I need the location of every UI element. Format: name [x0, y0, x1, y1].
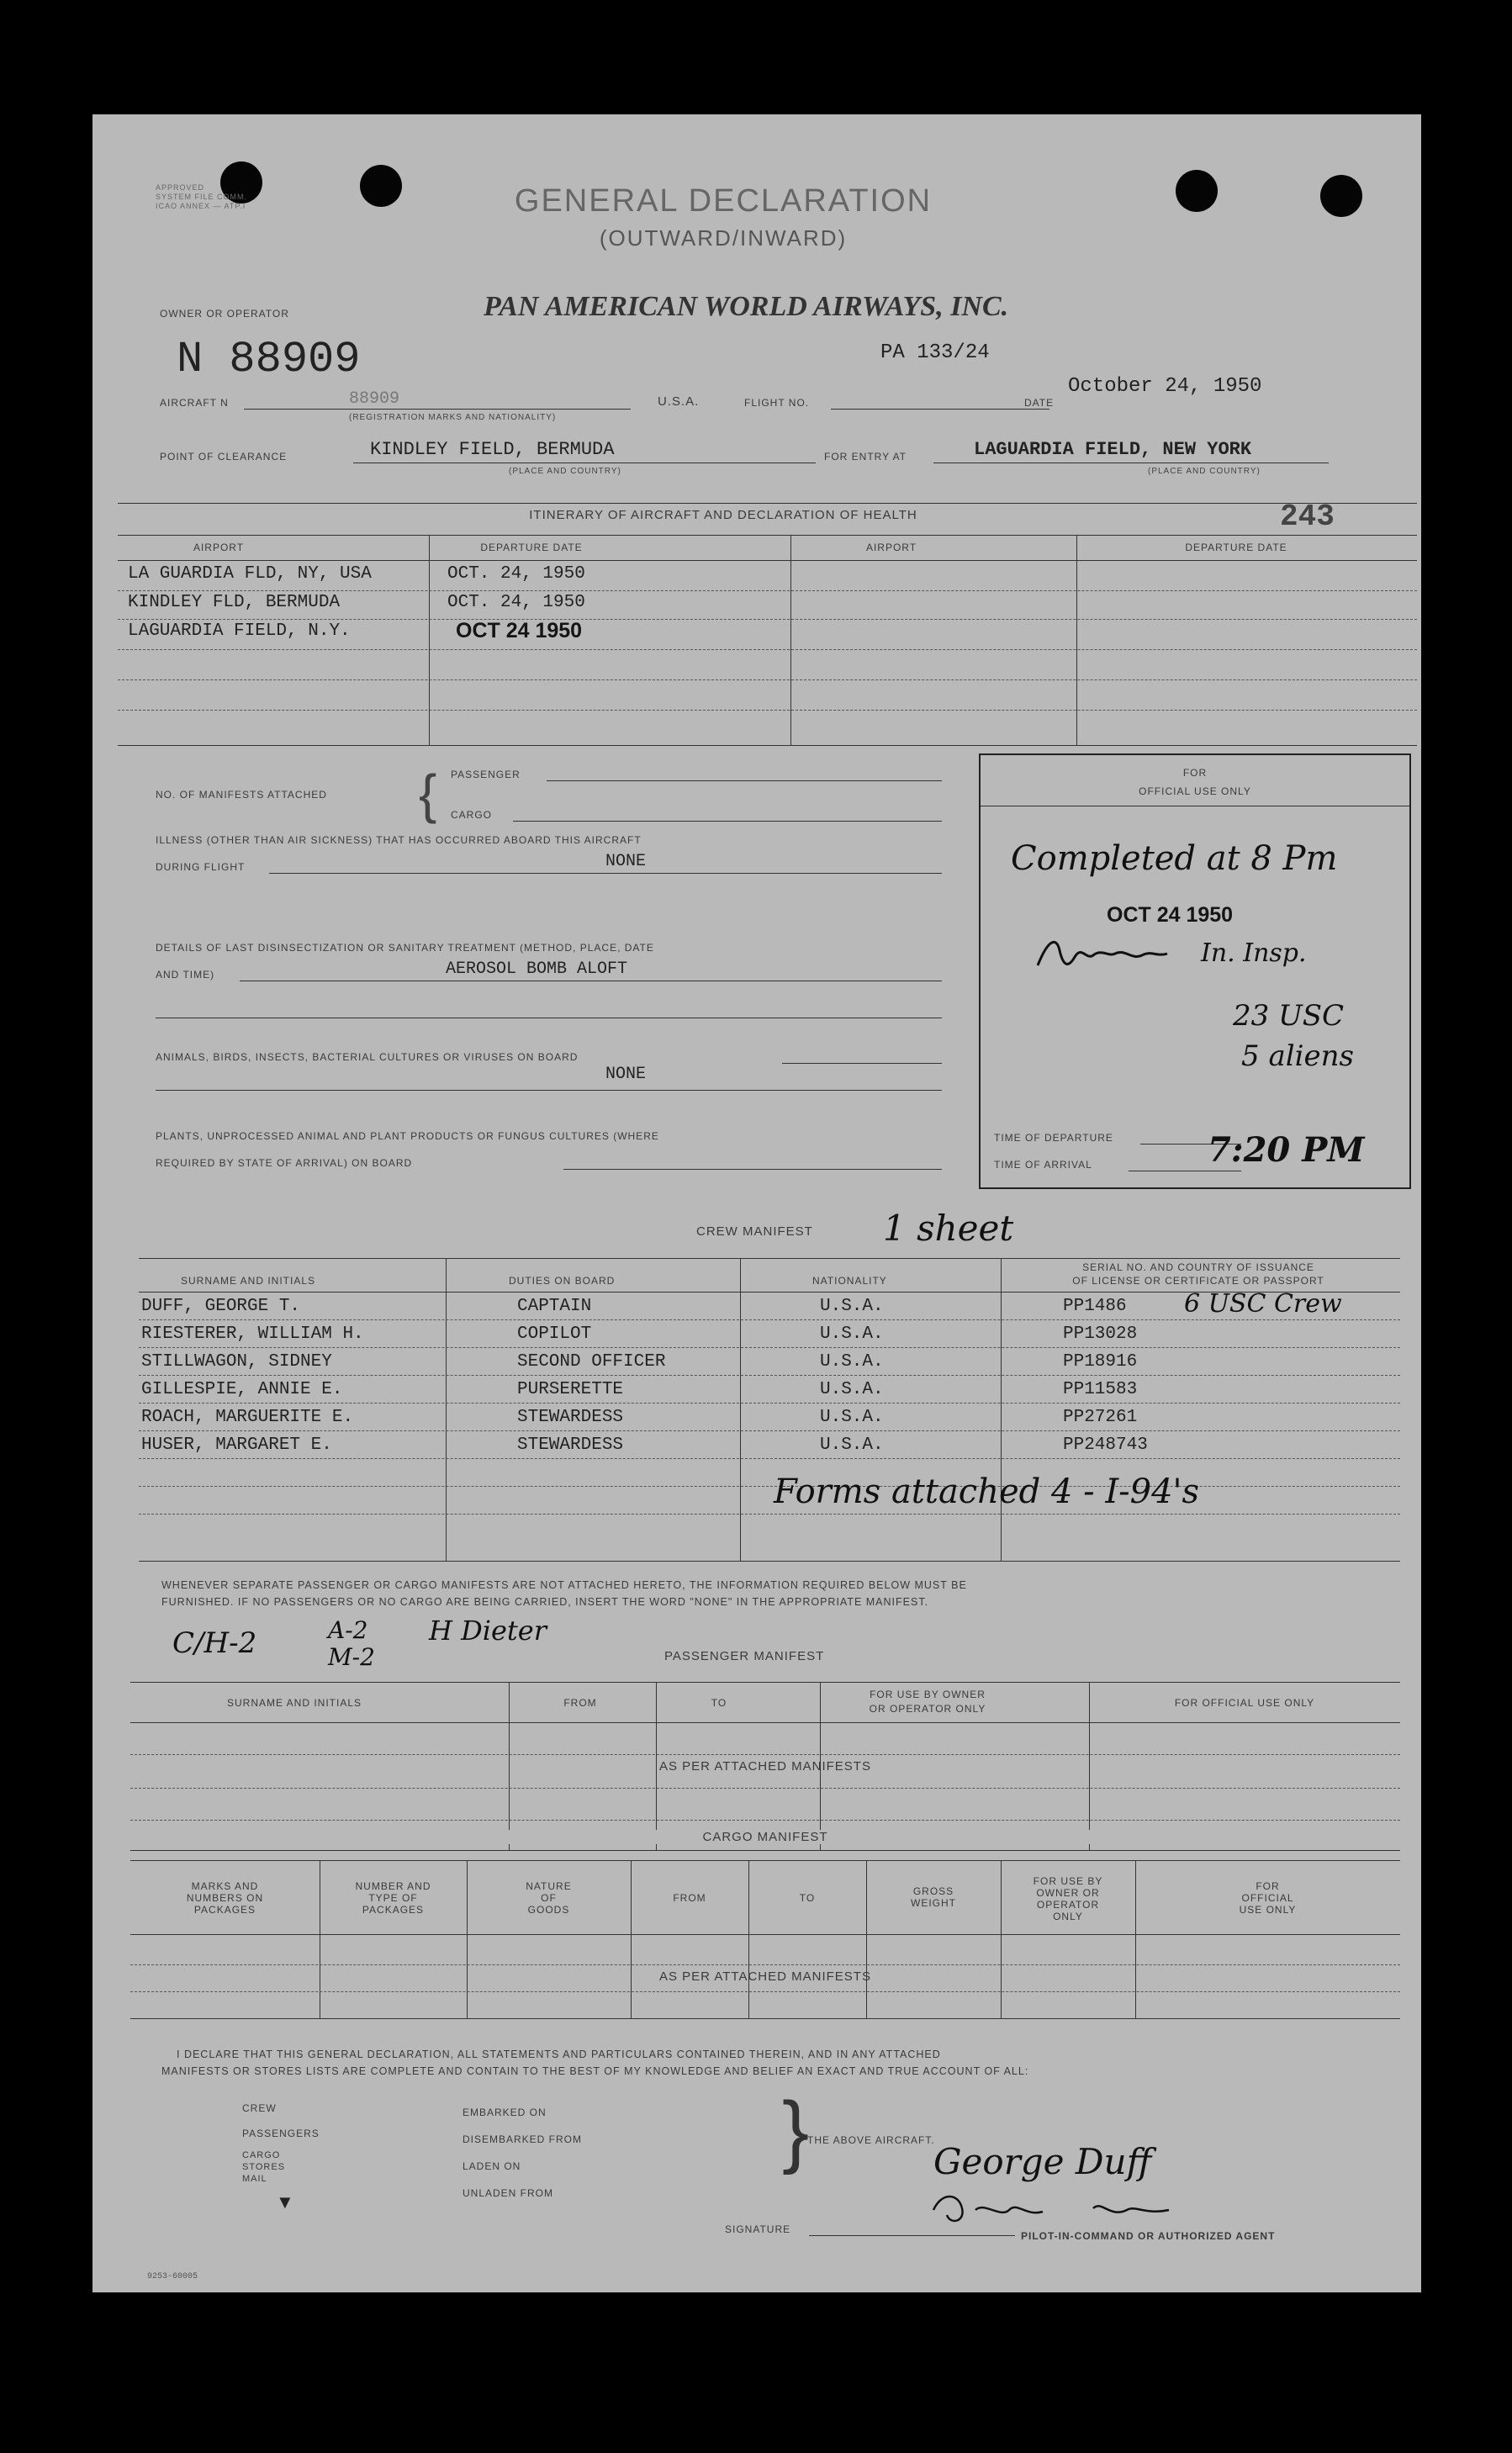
- cargo-col-owner: FOR USE BY OWNER OR OPERATOR ONLY: [1033, 1875, 1103, 1922]
- above-aircraft: THE ABOVE AIRCRAFT.: [807, 2134, 935, 2146]
- itinerary-date: OCT 24 1950: [456, 619, 583, 642]
- cargo-col-number: NUMBER AND TYPE OF PACKAGES: [355, 1880, 431, 1916]
- cargo-col-from: FROM: [673, 1892, 706, 1904]
- passenger-col-official: FOR OFFICIAL USE ONLY: [1174, 1697, 1315, 1709]
- passenger-count-label: PASSENGER: [451, 769, 521, 780]
- crew-name: RIESTERER, WILLIAM H.: [141, 1324, 364, 1344]
- arrival-time-label: TIME OF ARRIVAL: [994, 1159, 1092, 1171]
- usc-note: 23 USC: [1233, 999, 1345, 1033]
- official-title: FOR: [1182, 767, 1208, 779]
- crew-duty: PURSERETTE: [517, 1380, 624, 1399]
- crew-col-serial: SERIAL NO. AND COUNTRY OF ISSUANCE: [1082, 1261, 1314, 1273]
- pilot-label: PILOT-IN-COMMAND OR AUTHORIZED AGENT: [1021, 2230, 1276, 2242]
- official-stamp-date: OCT 24 1950: [1107, 903, 1234, 927]
- signature-label: SIGNATURE: [725, 2223, 791, 2235]
- crew-duty: COPILOT: [517, 1324, 592, 1344]
- notice-line-1: WHENEVER SEPARATE PASSENGER OR CARGO MANIFESTS ARE NOT ATTACHED HERETO, THE INFORMATION REQUIRED BELOW MUST BE: [161, 1579, 967, 1591]
- flight-date: October 24, 1950: [1068, 375, 1262, 398]
- col-airport-1: AIRPORT: [193, 542, 245, 553]
- brace-icon: {: [419, 764, 437, 824]
- col-date-1: DEPARTURE DATE: [480, 542, 583, 553]
- crew-title: CREW MANIFEST: [696, 1224, 813, 1239]
- passenger-hand-note: M-2: [328, 1643, 375, 1671]
- declaration-left-items-2: CARGO STORES MAIL: [242, 2150, 286, 2184]
- itinerary-airport: KINDLEY FLD, BERMUDA: [128, 593, 341, 612]
- crew-name: GILLESPIE, ANNIE E.: [141, 1380, 343, 1399]
- passenger-title: PASSENGER MANIFEST: [664, 1649, 825, 1663]
- passenger-hand-note: H Dieter: [429, 1615, 547, 1647]
- itinerary-airport: LA GUARDIA FLD, NY, USA: [128, 564, 372, 584]
- form-title: GENERAL DECLARATION: [514, 183, 933, 219]
- aircraft-label: AIRCRAFT N: [160, 397, 229, 409]
- crew-duty: STEWARDESS: [517, 1435, 624, 1455]
- date-label: DATE: [1024, 397, 1055, 409]
- itinerary-title: ITINERARY OF AIRCRAFT AND DECLARATION OF HEALTH: [529, 508, 917, 522]
- crew-col-name: SURNAME AND INITIALS: [181, 1275, 316, 1287]
- disinsect-label: DETAILS OF LAST DISINSECTIZATION OR SANITARY TREATMENT (METHOD, PLACE, DATE: [156, 942, 654, 954]
- cargo-col-marks: MARKS AND NUMBERS ON PACKAGES: [186, 1880, 264, 1916]
- crew-col-duty: DUTIES ON BOARD: [509, 1275, 616, 1287]
- declaration-right-items: EMBARKED ON DISEMBARKED FROM LADEN ON UNLADEN FROM: [463, 2107, 583, 2199]
- declaration-left-items: CREW PASSENGERS: [242, 2102, 320, 2139]
- crew-duty: CAPTAIN: [517, 1297, 592, 1316]
- aircraft-number-stamp: N 88909: [177, 335, 361, 384]
- crew-serial: PP13028: [1063, 1324, 1138, 1344]
- col-airport-2: AIRPORT: [865, 542, 917, 553]
- crew-nationality: U.S.A.: [820, 1352, 884, 1372]
- punch-hole: [360, 165, 402, 207]
- illness-label: ILLNESS (OTHER THAN AIR SICKNESS) THAT HAS OCCURRED ABOARD THIS AIRCRAFT: [156, 834, 642, 846]
- declaration-line-2: MANIFESTS OR STORES LISTS ARE COMPLETE AND CONTAIN TO THE BEST OF MY KNOWLEDGE AND BELIEF AN EXACT AND TRUE ACCOUNT OF ALL:: [161, 2065, 1029, 2077]
- cargo-col-to: TO: [799, 1892, 816, 1904]
- animals-value: NONE: [605, 1065, 647, 1084]
- inspector-signature: [1031, 932, 1174, 982]
- cargo-col-weight: GROSS WEIGHT: [911, 1885, 956, 1909]
- cargo-title: CARGO MANIFEST: [429, 1830, 1102, 1844]
- crew-serial: PP18916: [1063, 1352, 1138, 1372]
- passenger-col-owner-2: OR OPERATOR ONLY: [869, 1703, 986, 1715]
- form-subtitle: (OUTWARD/INWARD): [599, 225, 848, 251]
- inspector-title: In. Insp.: [1201, 938, 1307, 968]
- passenger-col-to: TO: [711, 1697, 727, 1709]
- entry-caption: (PLACE AND COUNTRY): [1148, 467, 1261, 476]
- itinerary-date: OCT. 24, 1950: [447, 593, 585, 612]
- signature-second: [925, 2185, 1186, 2235]
- crew-nationality: U.S.A.: [820, 1380, 884, 1399]
- crew-duty: STEWARDESS: [517, 1408, 624, 1427]
- punch-hole: [1176, 170, 1218, 212]
- clearance-label: POINT OF CLEARANCE: [160, 451, 288, 463]
- notice-line-2: FURNISHED. IF NO PASSENGERS OR NO CARGO ARE BEING CARRIED, INSERT THE WORD "NONE" IN THE APPROPRIATE MANIFEST.: [161, 1596, 929, 1608]
- corner-note: APPROVED SYSTEM FILE COMM. ICAO ANNEX — ATP.I: [156, 183, 248, 210]
- crew-nationality: U.S.A.: [820, 1297, 884, 1316]
- crew-name: STILLWAGON, SIDNEY: [141, 1352, 332, 1372]
- itinerary-date: OCT. 24, 1950: [447, 564, 585, 584]
- itinerary-number: 243: [1280, 500, 1335, 534]
- animals-label: ANIMALS, BIRDS, INSECTS, BACTERIAL CULTURES OR VIRUSES ON BOARD: [156, 1051, 579, 1063]
- cargo-col-official: FOR OFFICIAL USE ONLY: [1239, 1880, 1297, 1916]
- crew-duty: SECOND OFFICER: [517, 1352, 666, 1372]
- crew-nationality: U.S.A.: [820, 1435, 884, 1455]
- crew-serial: PP248743: [1063, 1435, 1148, 1455]
- footer-code: 9253-60005: [147, 2272, 198, 2281]
- official-use-box: [979, 753, 1411, 1189]
- crew-usc-note: 6 USC Crew: [1184, 1289, 1342, 1319]
- official-title-2: OFFICIAL USE ONLY: [1139, 785, 1251, 797]
- registration-caption: (REGISTRATION MARKS AND NATIONALITY): [349, 413, 557, 422]
- declaration-line-1: I DECLARE THAT THIS GENERAL DECLARATION, ALL STATEMENTS AND PARTICULARS CONTAINED THEREIN, AND IN ANY ATTACHED: [177, 2049, 941, 2060]
- disinsect-value: AEROSOL BOMB ALOFT: [446, 960, 628, 979]
- flight-number: PA 133/24: [880, 341, 990, 364]
- cargo-col-nature: NATURE OF GOODS: [526, 1880, 572, 1916]
- crew-name: HUSER, MARGARET E.: [141, 1435, 332, 1455]
- cargo-count-label: CARGO: [451, 809, 493, 821]
- crew-name: DUFF, GEORGE T.: [141, 1297, 301, 1316]
- plants-label-2: REQUIRED BY STATE OF ARRIVAL) ON BOARD: [156, 1157, 413, 1169]
- arrival-time-value: 7:20 PM: [1208, 1130, 1365, 1170]
- itinerary-airport: LAGUARDIA FIELD, N.Y.: [128, 621, 351, 641]
- forms-attached-note: Forms attached 4 - I-94's: [774, 1472, 1200, 1511]
- passenger-col-from: FROM: [563, 1697, 597, 1709]
- nationality-label: U.S.A.: [658, 394, 700, 409]
- punch-hole: [1320, 175, 1362, 217]
- crew-serial: PP27261: [1063, 1408, 1138, 1427]
- operator-name: PAN AMERICAN WORLD AIRWAYS, INC.: [484, 291, 1009, 322]
- signature-text: George Duff: [933, 2141, 1152, 2182]
- passenger-body: AS PER ATTACHED MANIFESTS: [659, 1759, 871, 1774]
- aliens-note: 5 aliens: [1241, 1039, 1354, 1073]
- manifests-label: NO. OF MANIFESTS ATTACHED: [156, 789, 327, 801]
- disinsect-label-2: AND TIME): [156, 969, 215, 981]
- passenger-col-name: SURNAME AND INITIALS: [226, 1697, 362, 1709]
- cargo-body: AS PER ATTACHED MANIFESTS: [659, 1969, 871, 1984]
- entry-label: FOR ENTRY AT: [824, 451, 907, 463]
- clearance-caption: (PLACE AND COUNTRY): [509, 467, 621, 476]
- crew-nationality: U.S.A.: [820, 1324, 884, 1344]
- crew-nationality: U.S.A.: [820, 1408, 884, 1427]
- departure-time-label: TIME OF DEPARTURE: [994, 1132, 1113, 1144]
- registration-value: 88909: [349, 389, 400, 409]
- clearance-point: KINDLEY FIELD, BERMUDA: [370, 439, 615, 460]
- flight-label: FLIGHT NO.: [744, 397, 810, 409]
- arrow-down-icon: ▼: [276, 2191, 294, 2212]
- crew-serial: PP11583: [1063, 1380, 1138, 1399]
- crew-name: ROACH, MARGUERITE E.: [141, 1408, 354, 1427]
- owner-label: OWNER OR OPERATOR: [160, 308, 289, 320]
- illness-label-2: DURING FLIGHT: [156, 861, 246, 873]
- entry-point: LAGUARDIA FIELD, NEW YORK: [974, 439, 1252, 460]
- crew-serial: PP1486: [1063, 1297, 1127, 1316]
- passenger-hand-note: C/H-2: [172, 1626, 257, 1660]
- col-date-2: DEPARTURE DATE: [1185, 542, 1287, 553]
- illness-value: NONE: [605, 852, 647, 871]
- passenger-hand-note: A-2: [328, 1616, 368, 1644]
- crew-sheet-note: 1 sheet: [883, 1208, 1014, 1249]
- crew-col-serial-2: OF LICENSE OR CERTIFICATE OR PASSPORT: [1072, 1275, 1324, 1287]
- declaration-form: [93, 114, 1421, 2292]
- plants-label: PLANTS, UNPROCESSED ANIMAL AND PLANT PRODUCTS OR FUNGUS CULTURES (WHERE: [156, 1130, 659, 1142]
- brace-icon: }: [782, 2086, 810, 2175]
- crew-col-nat: NATIONALITY: [812, 1275, 887, 1287]
- completed-note: Completed at 8 Pm: [1011, 839, 1338, 878]
- passenger-col-owner: FOR USE BY OWNER: [870, 1689, 986, 1700]
